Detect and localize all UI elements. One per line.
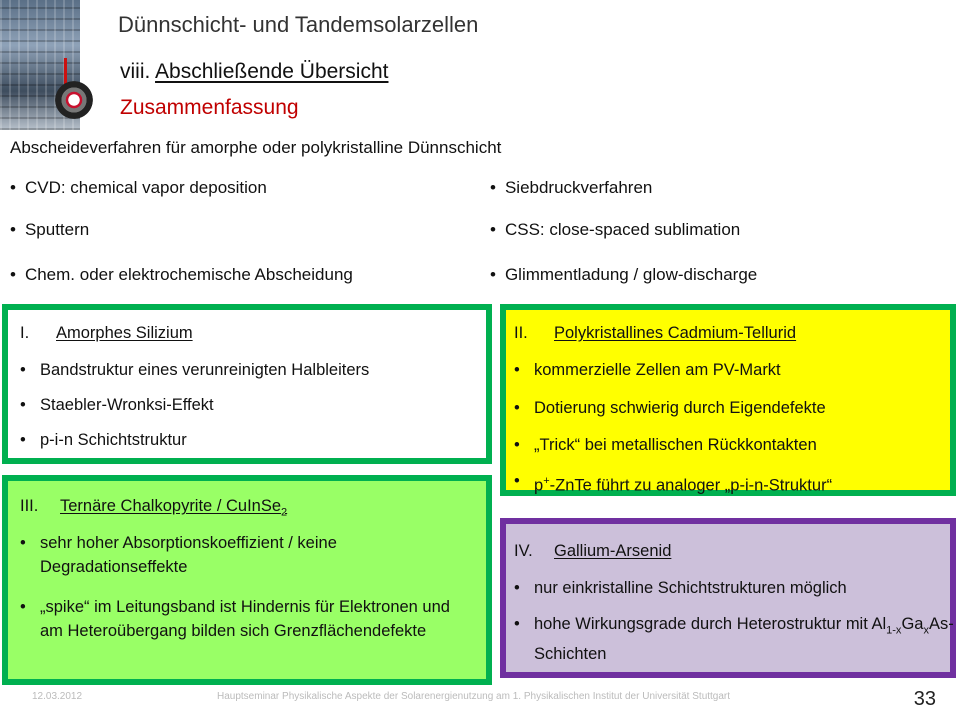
list-item: • kommerzielle Zellen am PV-Markt (514, 361, 781, 379)
box-number: IV. (514, 542, 533, 560)
list-item: • Dotierung schwierig durch Eigendefekte (514, 399, 826, 417)
footer-text: Hauptseminar Physikalische Aspekte der Solarenergienutzung am 1. Physikalischen Institut der Universität Stuttgart (217, 691, 731, 702)
method-item: • Sputtern (10, 220, 89, 240)
section-heading (120, 60, 388, 84)
list-item: • p+-ZnTe führt zu analoger „p-i-n-Struktur“ (514, 472, 833, 495)
page-number: 33 (913, 688, 936, 710)
list-item: • „Trick“ bei metallischen Rückkontakten (514, 436, 817, 454)
summary-heading: Zusammenfassung (120, 96, 299, 119)
intro-heading: Abscheideverfahren für amorphe oder polykristalline Dünnschicht (10, 138, 502, 157)
slide-title: Dünnschicht- und Tandemsolarzellen (118, 12, 479, 37)
list-item: • „spike“ im Leitungsband ist Hindernis für Elektronen und am Heteroübergang bilden sich Grenzflächendefekte (20, 598, 450, 640)
footer-date: 12.03.2012 (32, 691, 83, 702)
box-title (514, 540, 671, 562)
method-item: • Siebdruckverfahren (490, 178, 652, 198)
method-item: • CVD: chemical vapor deposition (10, 178, 267, 198)
method-item: • Chem. oder elektrochemische Abscheidung (10, 265, 353, 285)
method-item: • Glimmentladung / glow-discharge (490, 265, 757, 285)
box-chalcopyrite (2, 475, 492, 685)
box-number: III. (20, 497, 39, 515)
box-number: I. (20, 324, 30, 342)
section-title: Abschließende Übersicht (155, 60, 389, 83)
list-item: • hohe Wirkungsgrade durch Heterostruktur mit $Al_{1-x}Ga_xAs$-Schichten (514, 615, 954, 664)
box-title-text: Polykristallines Cadmium-Tellurid (554, 324, 797, 342)
list-item: • sehr hoher Absorptionskoeffizient / keine Degradationseffekte (20, 534, 337, 576)
list-item: • nur einkristalline Schichtstrukturen möglich (514, 579, 847, 597)
university-logo (0, 0, 108, 130)
box-title-text: Gallium-Arsenid (554, 542, 672, 560)
list-item: • Staebler-Wronksi-Effekt (20, 396, 214, 414)
section-number: viii. (120, 60, 151, 83)
box-title-text: Amorphes Silizium (56, 324, 193, 342)
method-item: • CSS: close-spaced sublimation (490, 220, 740, 240)
box-gallium-arsenide (500, 518, 956, 678)
list-item: • p-i-n Schichtstruktur (20, 431, 187, 449)
box-title (514, 322, 796, 344)
box-title (20, 322, 193, 344)
box-title (20, 495, 287, 523)
list-item: • Bandstruktur eines verunreinigten Halbleiters (20, 361, 370, 379)
box-title-text: Ternäre Chalkopyrite / CuInSe$_2$ (60, 497, 288, 519)
box-amorphous-silicon (2, 304, 492, 464)
box-number: II. (514, 324, 528, 342)
logo-emblem-icon (52, 78, 96, 122)
box-cadmium-telluride (500, 304, 956, 496)
